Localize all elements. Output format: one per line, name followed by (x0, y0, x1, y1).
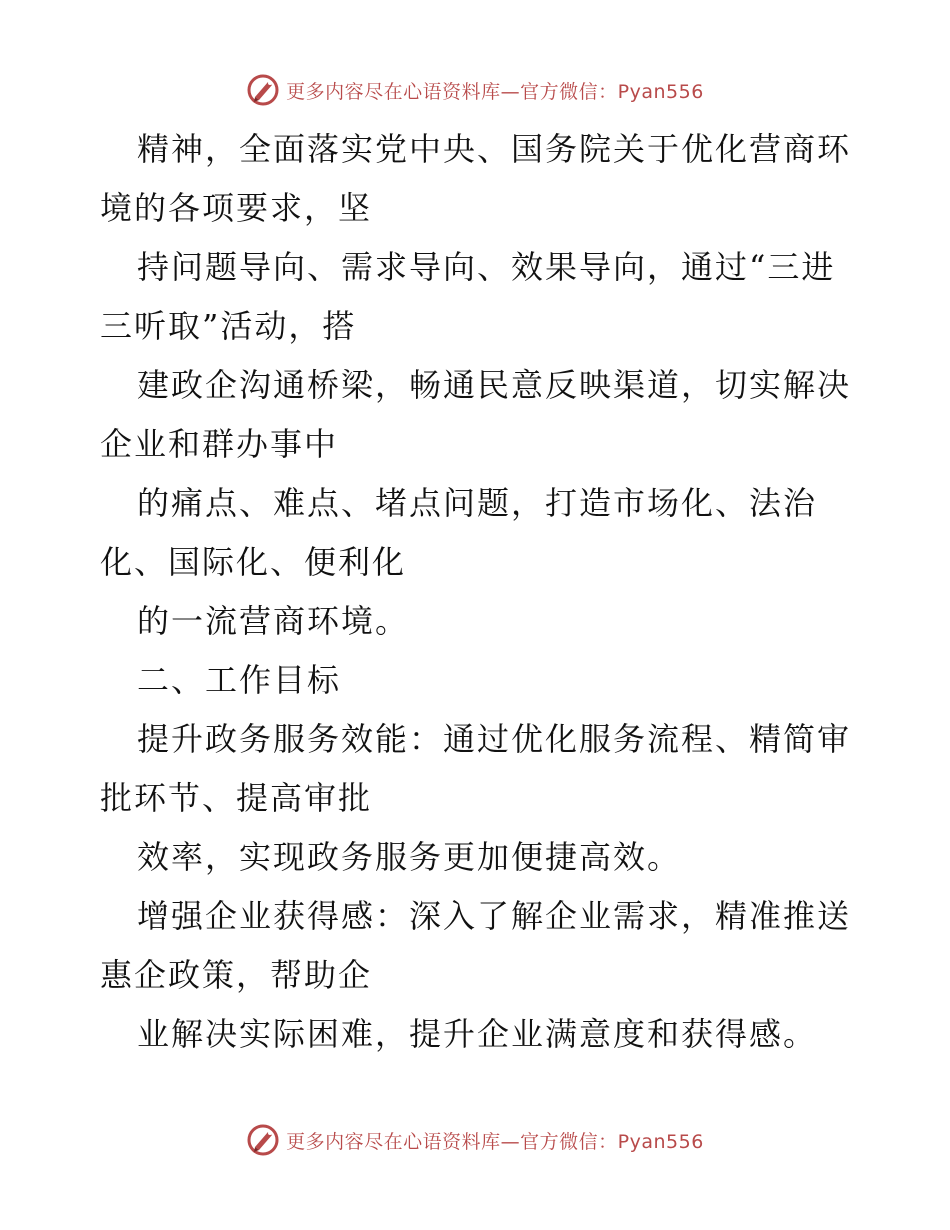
text-line: 效率，实现政务服务更加便捷高效。 (137, 838, 682, 876)
text-line: 的痛点、难点、堵点问题，打造市场化、法治 (137, 484, 818, 522)
pen-circle-logo-icon (246, 1123, 280, 1157)
text-line: 批环节、提高审批 (100, 779, 373, 817)
section-heading: 二、工作目标 (137, 661, 342, 699)
watermark-text: 更多内容尽在心语资料库—官方微信：Pyan556 (286, 80, 704, 103)
text-line: 业解决实际困难，提升企业满意度和获得感。 (137, 1015, 818, 1053)
document-body (100, 120, 860, 1064)
text-line: 三听取”活动，搭 (100, 307, 357, 345)
text-line: 企业和群办事中 (100, 425, 339, 463)
text-line: 提升政务服务效能：通过优化服务流程、精简审 (137, 720, 852, 758)
pen-circle-logo-icon (246, 73, 280, 107)
text-line: 建政企沟通桥梁，畅通民意反映渠道，切实解决 (137, 366, 852, 404)
text-line: 的一流营商环境。 (137, 602, 410, 640)
footer-watermark-banner (0, 1120, 950, 1160)
header-watermark-banner (0, 70, 950, 110)
watermark-text: 更多内容尽在心语资料库—官方微信：Pyan556 (286, 1130, 704, 1153)
text-line: 精神，全面落实党中央、国务院关于优化营商环 (137, 130, 852, 168)
text-line: 持问题导向、需求导向、效果导向，通过“三进 (137, 248, 836, 286)
text-line: 惠企政策，帮助企 (100, 956, 373, 994)
text-line: 境的各项要求，坚 (100, 189, 373, 227)
text-line: 化、国际化、便利化 (100, 543, 407, 581)
text-line: 增强企业获得感：深入了解企业需求，精准推送 (137, 897, 852, 935)
